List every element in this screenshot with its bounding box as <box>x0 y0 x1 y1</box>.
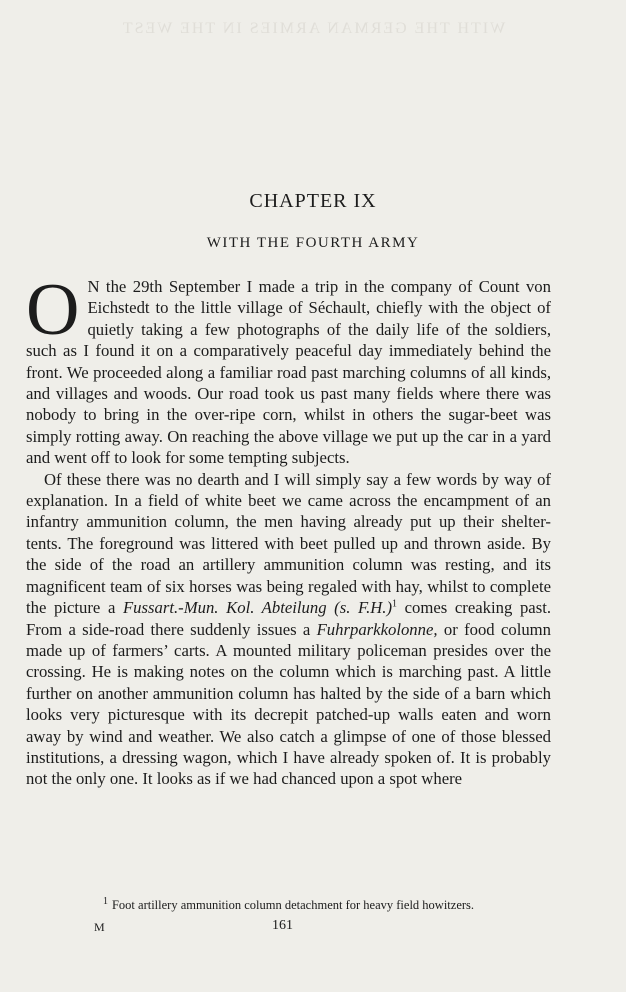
italic-phrase: Fuhrparkkolonne, <box>316 619 438 639</box>
chapter-number: CHAPTER IX <box>249 190 377 212</box>
footnote-marker: 1 <box>102 896 108 907</box>
footnote <box>26 896 551 913</box>
show-through-text: WITH THE GERMAN ARMIES IN THE WEST <box>120 20 506 37</box>
footnote-text: Foot artillery ammunition column detachment for heavy field howitzers. <box>111 898 475 913</box>
paragraph <box>26 469 551 790</box>
signature-mark: M <box>94 920 105 934</box>
chapter-title: WITH THE FOURTH ARMY <box>206 235 420 251</box>
italic-phrase: Fussart.-Mun. Kol. Abteilung (s. F.H.) <box>122 598 393 618</box>
paragraph-text: Of these there was no dearth and I will simply say a few words by way of explanation. In a field of white beet we came across the encampment of an infantry ammunition column, the men having already put up their shelter-tents. The foreground was littered with beet pulled up and thrown aside. By the side of the road an artillery ammunition column was resting, and its magnificent team of six horses was being regaled with hay, whilst to complete the picture a <box>26 469 551 618</box>
paragraph-text: comes creaking past. From a side-road there suddenly issues a <box>26 598 552 639</box>
page-number: 161 <box>272 918 293 933</box>
drop-cap: O <box>26 269 80 351</box>
footnote-reference[interactable]: 1 <box>392 598 398 610</box>
paragraph-text: N the 29th September I made a trip in the company of Count von Eichstedt to the little village of Séchault, chiefly with the object of quietly taking a few photographs of the daily life of the soldiers, such as I found it on a comparatively peaceful day immediately behind the front. We proceeded along a familiar road past marching columns of all kinds, and villages and woods. Our road took us past many fields where there was nobody to bring in the over-ripe corn, whilst in others the sugar-beet was simply rotting away. On reaching the above village we put up the car in a yard and went off to look for some tempting subjects. <box>26 277 551 468</box>
paragraph-text: or food column made up of farmers’ carts. A mounted military policeman presides over the crossing. He is making notes on the column which is marching past. A little further on another ammunition column has halted by the side of a barn which looks very picturesque with its decrepit patched-up walls eaten and worn away by wind and weather. We also catch a glimpse of one of those blessed institutions, a dressing wagon, which I have already spoken of. It is probably not the only one. It looks as if we had chanced upon a spot where <box>26 619 552 789</box>
paragraph <box>26 269 551 469</box>
body-text <box>26 269 552 790</box>
